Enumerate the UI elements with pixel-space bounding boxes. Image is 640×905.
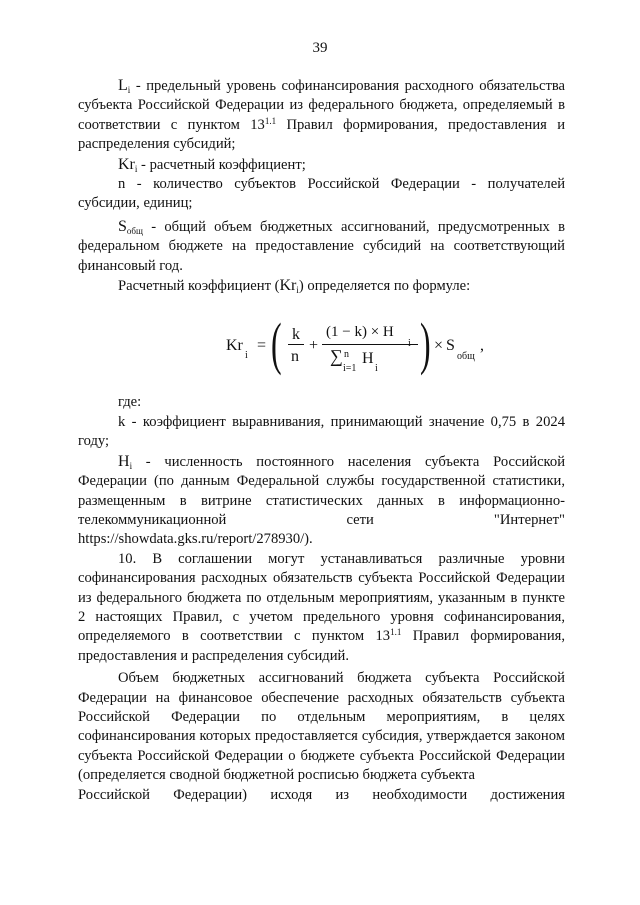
formula-sum-upper: n	[344, 349, 349, 361]
formula-sum-sign: ∑	[330, 346, 343, 367]
formula-S-subscript: общ	[457, 351, 475, 363]
page-content	[78, 76, 565, 805]
symbol-H: H	[118, 452, 130, 470]
definition-Kr	[78, 155, 565, 175]
symbol-H-subscript: i	[129, 460, 133, 471]
formula-intro-subscript: i	[296, 285, 299, 296]
definition-S-text: - общий объем бюджетных ассигнований, предусмотренных в федеральном бюджете на предоставление субсидий на соответствующий финансовый год.	[78, 218, 565, 274]
definition-H-text: - численность постоянного населения субъекта Российской Федерации (по данным Федеральной службы государственной статистики, размещенным в витрине статистических данных в информационно-телекоммуникационной сети "Интернет" https://showdata.gks.ru/report/278930/).	[78, 453, 565, 548]
formula-denominator-subscript: i	[375, 363, 378, 375]
formula-plus: +	[309, 337, 319, 355]
formula-intro-text-end: ) определяется по формуле:	[298, 278, 471, 295]
paragraph-budget-volume-last-line: Российской Федерации) исходя из необходимости достижения	[78, 786, 565, 803]
formula-open-paren: (	[271, 311, 282, 377]
symbol-S: S	[118, 217, 127, 235]
definition-L-text: - предельный уровень софинансирования расходного обязательства субъекта Российской Федерации из федерального бюджета, определяемый в соответствии с пунктом 13	[78, 78, 565, 133]
formula-sum-lower: i=1	[343, 363, 357, 375]
definition-n: n - количество субъектов Российской Федерации - получателей субсидии, единиц;	[78, 176, 565, 212]
where-label: где:	[118, 394, 142, 411]
symbol-L: L	[118, 77, 128, 94]
formula-k: k	[292, 326, 300, 344]
definition-Kr-text: - расчетный коэффициент;	[137, 156, 306, 173]
formula-close-paren: )	[420, 311, 431, 377]
symbol-S-subscript: общ	[126, 225, 143, 236]
symbol-L-subscript: i	[127, 85, 131, 95]
definition-k: k - коэффициент выравнивания, принимающий значение 0,75 в 2024 году;	[78, 413, 565, 450]
paragraph-10-text-end: Правил формирования, предоставления и распределения субсидий.	[78, 628, 566, 664]
formula-intro-text: Расчетный коэффициент (	[118, 278, 280, 295]
formula-lhs-subscript: i	[245, 350, 248, 362]
paragraph-10	[78, 550, 565, 666]
formula-lhs: Kr	[226, 337, 243, 355]
formula-intro	[78, 276, 565, 296]
formula-n: n	[291, 348, 299, 366]
paragraph-10-text: 10. В соглашении могут устанавливаться различные уровни софинансирования расходных обязательств субъекта Российской Федерации из федерального бюджета по отдельным мероприятиям, указанным в пункте 2 настоящих Правил, с учетом предельного уровня софинансирования, определяемого в соответствии с пунктом 13	[78, 550, 565, 645]
definition-L-text-end: Правил формирования, предоставления и распределения субсидий;	[78, 116, 566, 153]
symbol-Kr: Kr	[118, 155, 135, 173]
definition-S	[78, 217, 565, 276]
formula-kr	[78, 309, 565, 383]
paragraph-10-footnote-ref: 1.1	[390, 627, 402, 638]
paragraph-budget-volume: Объем бюджетных ассигнований бюджета субъекта Российской Федерации на финансовое обеспечение расходных обязательств субъекта Российской Федерации по отдельным мероприятиям, в целях софинансирования которых предоставляется субсидия, утверждается законом субъекта Российской Федерации о бюджете субъекта Российской Федерации (определяется сводной бюджетной росписью бюджета субъекта	[78, 670, 565, 784]
formula-equals: =	[257, 337, 267, 355]
formula-comma: ,	[480, 337, 484, 355]
formula-times: ×	[434, 337, 444, 355]
formula-S: S	[446, 337, 455, 355]
formula-denominator-H: H	[362, 350, 374, 368]
formula-intro-symbol: Kr	[279, 277, 297, 295]
definition-L	[78, 76, 565, 155]
formula-numerator: (1 − k) × H	[326, 324, 394, 341]
formula-fraction-bar-2	[322, 344, 418, 345]
symbol-Kr-subscript: i	[134, 163, 138, 174]
formula-fraction-bar-1	[288, 344, 304, 345]
footnote-ref-13-1-1: 1.1	[264, 115, 277, 126]
definition-H	[78, 452, 565, 550]
page-number: 39	[312, 40, 328, 56]
